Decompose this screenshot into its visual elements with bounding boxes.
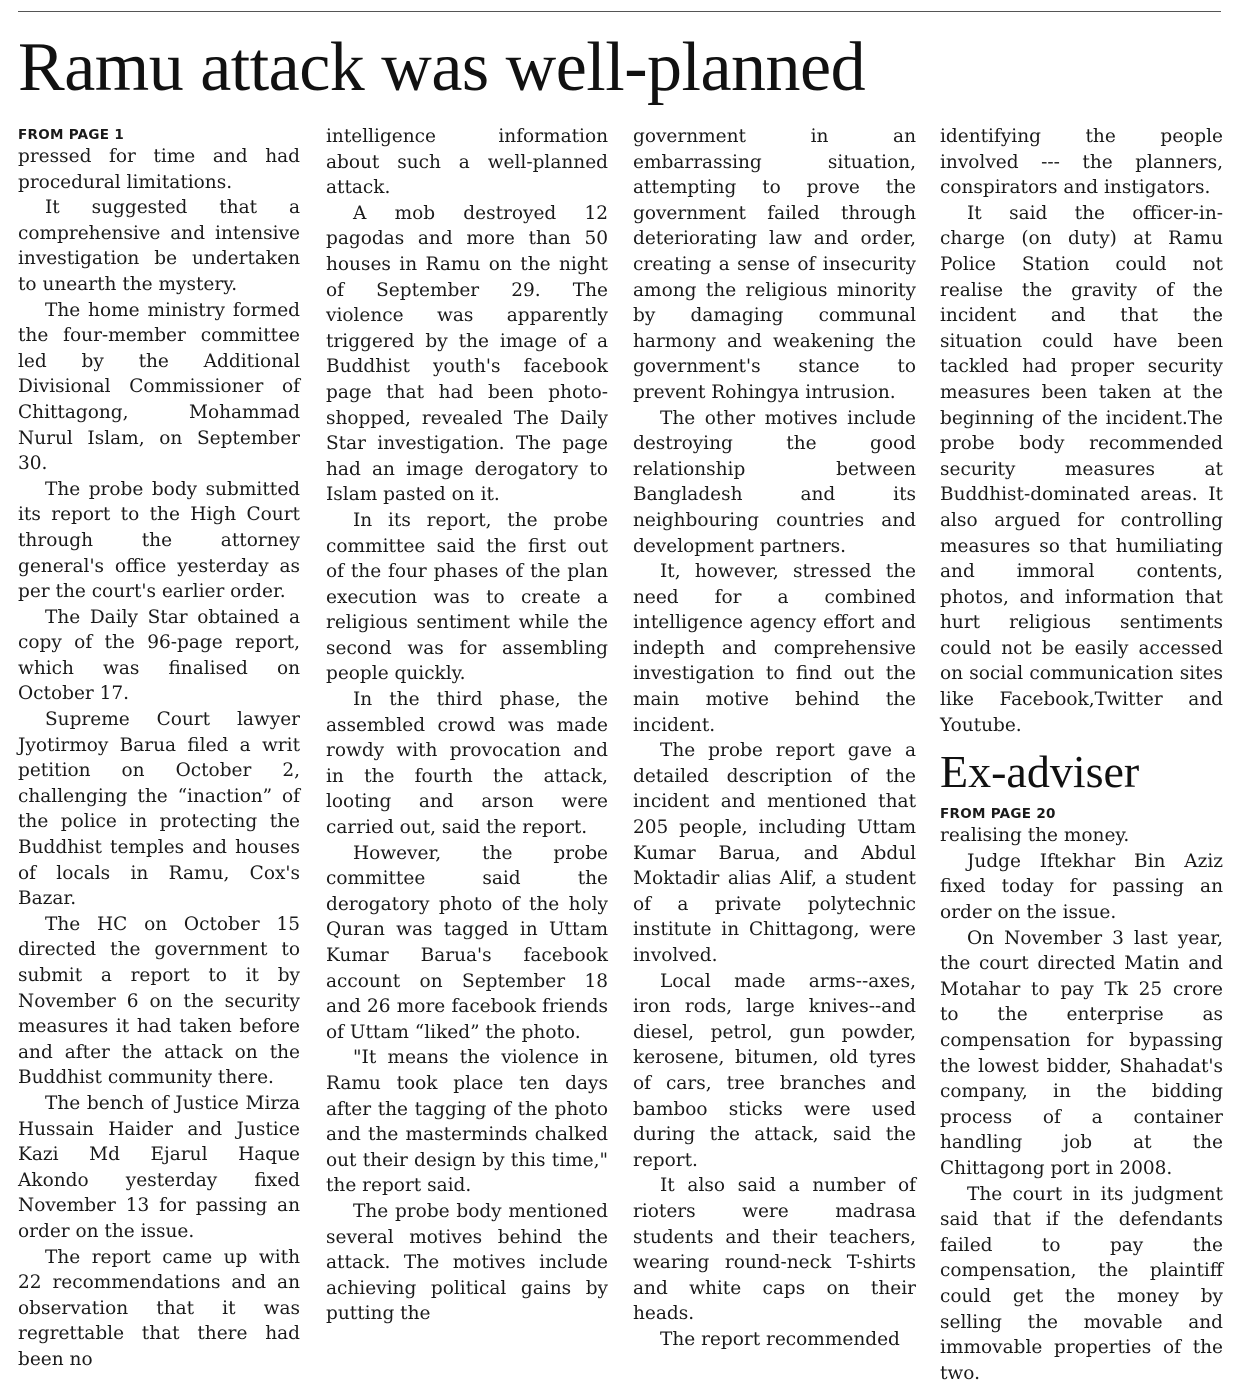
paragraph: The probe body mentioned several motives behind the attack. The motives include achieving political gains by putting the	[326, 1200, 608, 1325]
paragraph: A mob destroyed 12 pagodas and more than 50 houses in Ramu on the night of September 29. The violence was apparently triggered by the image of a Buddhist youth's facebook page that had been photo-shopped, revealed The Daily Star investigation. The page had an image derogatory to Islam pasted on it.	[326, 202, 608, 506]
top-rule	[18, 11, 1221, 12]
paragraph: Supreme Court lawyer Jyotirmoy Barua filed a writ petition on October 2, challenging the “inaction” of the police in protecting the Buddhist temples and houses of locals in Ramu, Cox's Bazar.	[18, 709, 300, 910]
paragraph: It, however, stressed the need for a combined intelligence agency effort and indepth and comprehensive investigation to find out the main motive behind the incident.	[633, 561, 916, 736]
paragraph: The report recommended	[660, 1328, 900, 1350]
paragraph: government in an embarrassing situation, attempting to prove the government failed through deteriorating law and order, creating a sense of insecurity among the religious minority by damaging communal harmony and weakening the government's stance to prevent Rohingya intrusion.	[633, 126, 916, 403]
paragraph: The probe report gave a detailed description of the incident and mentioned that 205 people, including Uttam Kumar Barua, and Abdul Moktadir alias Alif, a student of a private polytechnic institute in Chittagong, were involved.	[633, 740, 916, 966]
paragraph: However, the probe committee said the derogatory photo of the holy Quran was tagged in Uttam Kumar Barua's facebook account on September 18 and 26 more facebook friends of Uttam “liked” the photo.	[326, 842, 608, 1043]
article-column-3	[633, 124, 916, 1350]
paragraph: realising the money.	[940, 825, 1130, 847]
jump-label-from-page-20: FROM PAGE 20	[940, 806, 1056, 823]
paragraph: identifying the people involved --- the planners, conspirators and instigators.	[940, 126, 1223, 199]
paragraph: Judge Iftekhar Bin Aziz fixed today for passing an order on the issue.	[940, 850, 1223, 924]
paragraph: "It means the violence in Ramu took place ten days after the tagging of the photo and the masterminds chalked out their design by this time," the report said.	[326, 1047, 608, 1197]
paragraph: The other motives include destroying the good relationship between Bangladesh and its neighbouring countries and development partners.	[633, 407, 916, 557]
paragraph: On November 3 last year, the court directed Matin and Motahar to pay Tk 25 crore to the enterprise as compensation for bypassing the lowest bidder, Shahadat's company, in the bidding process of a container handling job at the Chittagong port in 2008.	[940, 927, 1223, 1179]
paragraph: The probe body submitted its report to the High Court through the attorney general's office yesterday as per the court's earlier order.	[18, 478, 300, 603]
article-column-4	[940, 124, 1223, 1384]
paragraph: intelligence information about such a well-planned attack.	[326, 126, 608, 199]
paragraph: The Daily Star obtained a copy of the 96-page report, which was finalised on October 17.	[18, 606, 300, 705]
paragraph: The report came up with 22 recommendations and an observation that it was regrettable that there had been no	[18, 1246, 300, 1370]
article-column-1	[18, 125, 300, 1370]
paragraph: It said the officer-in-charge (on duty) at Ramu Police Station could not realise the gravity of the incident and that the situation could have been tackled had proper security measures been taken at the beginning of the incident.The probe body recommended security measures at Buddhist-dominated areas. It also argued for controlling measures so that humiliating and immoral contents, photos, and information that hurt religious sentiments could not be easily accessed on social communication sites like Facebook,Twitter and Youtube.	[940, 202, 1223, 736]
paragraph: The court in its judgment said that if the defendants failed to pay the compensation, the plaintiff could get the money by selling the movable and immovable properties of the two.	[940, 1183, 1223, 1384]
paragraph: In the third phase, the assembled crowd was made rowdy with provocation and in the fourth the attack, looting and arson were carried out, said the report.	[326, 689, 608, 839]
paragraph: pressed for time and had procedural limitations.	[18, 146, 300, 193]
main-headline: Ramu attack was well-planned	[18, 29, 866, 106]
paragraph: In its report, the probe committee said the first out of the four phases of the plan execution was to create a religious sentiment while the second was for assembling people quickly.	[326, 509, 608, 685]
paragraph: Local made arms--axes, iron rods, large knives--and diesel, petrol, gun powder, kerosene, bitumen, old tyres of cars, tree branches and bamboo sticks were used during the attack, said the report.	[633, 970, 916, 1171]
paragraph: The bench of Justice Mirza Hussain Haider and Justice Kazi Md Ejarul Haque Akondo yesterday fixed November 13 for passing an order on the issue.	[18, 1092, 300, 1242]
paragraph: It suggested that a comprehensive and intensive investigation be undertaken to unearth the mystery.	[18, 197, 300, 295]
secondary-headline: Ex-adviser	[940, 746, 1140, 798]
paragraph: It also said a number of rioters were madrasa students and their teachers, wearing round-neck T-shirts and white caps on their heads.	[633, 1175, 916, 1325]
jump-label-from-page-1: FROM PAGE 1	[18, 127, 125, 143]
article-column-2	[326, 124, 608, 1336]
paragraph: The HC on October 15 directed the government to submit a report to it by November 6 on the security measures it had taken before and after the attack on the Buddhist community there.	[18, 913, 300, 1089]
paragraph: The home ministry formed the four-member committee led by the Additional Divisional Commissioner of Chittagong, Mohammad Nurul Islam, on September 30.	[18, 299, 300, 475]
